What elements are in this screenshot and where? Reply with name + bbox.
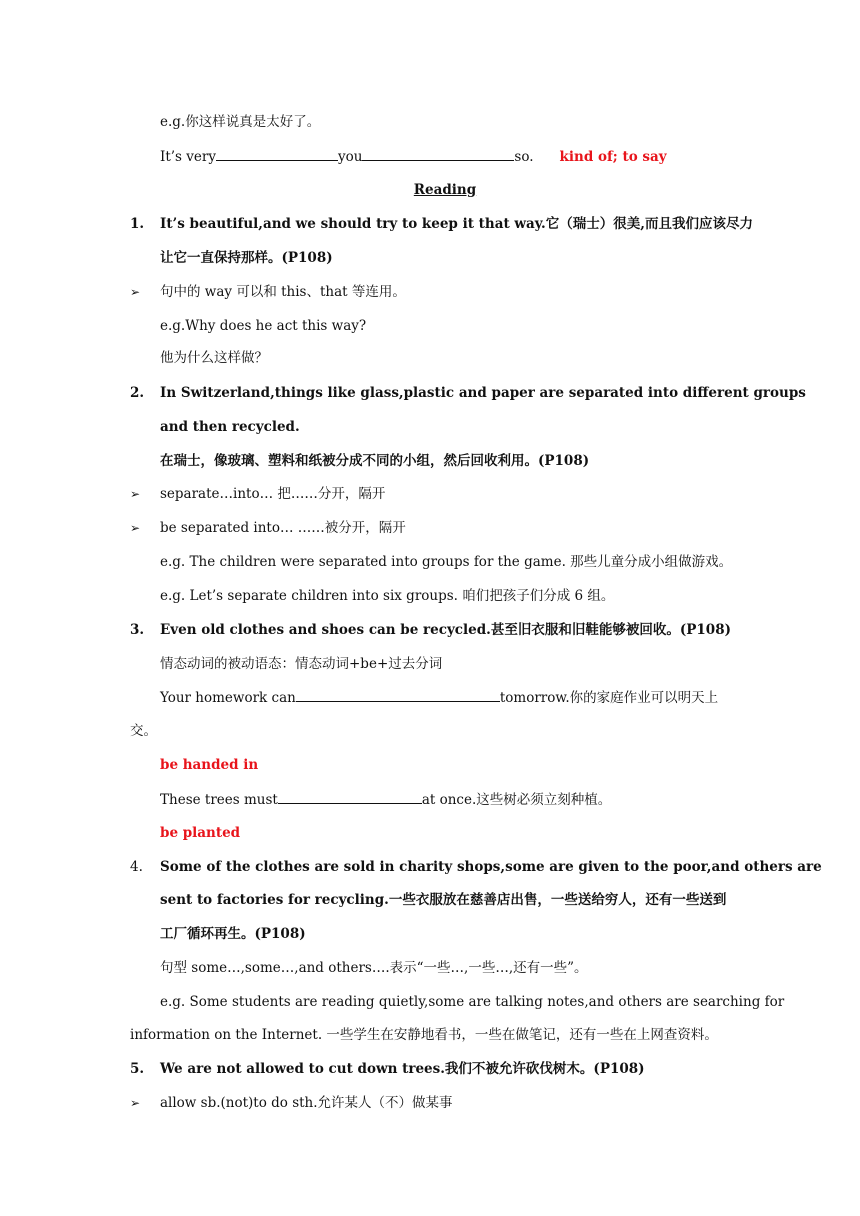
bullet-text: be separated into… ……被分开，隔开	[160, 520, 406, 536]
answer-text: kind of; to say	[559, 149, 667, 165]
arrow-bullet-icon: ➢	[130, 487, 141, 501]
item-number: 1.	[130, 216, 145, 232]
example-line: e.g. Let’s separate children into six groups. 咱们把孩子们分成 6 组。	[160, 588, 615, 604]
item-number: 3.	[130, 622, 145, 638]
section-title: Reading	[413, 182, 477, 198]
fill-text: so.	[514, 149, 534, 165]
sentence-pattern: 句型 some…,some…,and others….表示“一些…,一些…,还有一些”。	[160, 960, 588, 976]
item-sentence: In Switzerland,things like glass,plastic and paper are separated into different groups	[160, 385, 806, 401]
arrow-bullet-icon: ➢	[130, 1096, 141, 1110]
item-sentence: and then recycled.	[160, 419, 300, 435]
item-sentence: We are not allowed to cut down trees.我们不被允许砍伐树木。(P108)	[160, 1061, 645, 1077]
bullet-text: allow sb.(not)to do sth.允许某人（不）做某事	[160, 1095, 453, 1111]
blank-line	[362, 146, 514, 161]
exercise-text: at once.这些树必须立刻种植。	[421, 792, 612, 808]
example-line: e.g. The children were separated into groups for the game. 那些儿童分成小组做游戏。	[160, 554, 733, 570]
arrow-bullet-icon: ➢	[130, 285, 141, 299]
item-sentence: Some of the clothes are sold in charity shops,some are given to the poor,and others are	[160, 859, 822, 875]
arrow-bullet-icon: ➢	[130, 521, 141, 535]
item-number: 2.	[130, 385, 145, 401]
item-sentence: It’s beautiful,and we should try to keep it that way.它（瑞士）很美,而且我们应该尽力	[160, 216, 753, 232]
grammar-rule: 情态动词的被动语态：情态动词+be+过去分词	[160, 656, 443, 672]
exercise-text: These trees must	[160, 792, 278, 808]
exercise-wrap: 交。	[130, 723, 157, 739]
exercise-line	[160, 687, 718, 708]
bullet-text: separate…into… 把……分开，隔开	[160, 486, 386, 502]
intro-example-line: e.g.你这样说真是太好了。	[160, 114, 321, 130]
item-sentence: 工厂循环再生。(P108)	[160, 926, 306, 942]
blank-line	[216, 146, 338, 161]
example-line: information on the Internet. 一些学生在安静地看书，一些在做笔记，还有一些在上网查资料。	[130, 1027, 718, 1043]
item-sentence: Even old clothes and shoes can be recycled.甚至旧衣服和旧鞋能够被回收。(P108)	[160, 622, 731, 638]
exercise-text: Your homework can	[160, 690, 296, 706]
example-english: e.g.Why does he act this way?	[160, 318, 367, 334]
fill-text: you	[337, 149, 363, 165]
fill-text: It’s very	[160, 149, 216, 165]
item-number: 5.	[130, 1061, 145, 1077]
exercise-text: tomorrow.你的家庭作业可以明天上	[499, 690, 719, 706]
intro-fill-blank	[160, 146, 667, 167]
bullet-text: 句中的 way 可以和 this、that 等连用。	[160, 284, 406, 300]
example-chinese: 他为什么这样做？	[160, 350, 268, 366]
item-sentence: sent to factories for recycling.一些衣服放在慈善店出售，一些送给穷人，还有一些送到	[160, 892, 727, 908]
item-sentence: 让它一直保持那样。(P108)	[160, 250, 333, 266]
exercise-line	[160, 789, 611, 810]
item-translation: 在瑞士，像玻璃、塑料和纸被分成不同的小组，然后回收利用。(P108)	[160, 453, 590, 469]
answer-text: be handed in	[160, 757, 259, 773]
item-number: 4.	[130, 859, 143, 875]
answer-text: be planted	[160, 825, 241, 841]
example-line: e.g. Some students are reading quietly,some are talking notes,and others are searching for	[160, 994, 785, 1010]
blank-line	[296, 687, 500, 702]
blank-line	[278, 789, 422, 804]
